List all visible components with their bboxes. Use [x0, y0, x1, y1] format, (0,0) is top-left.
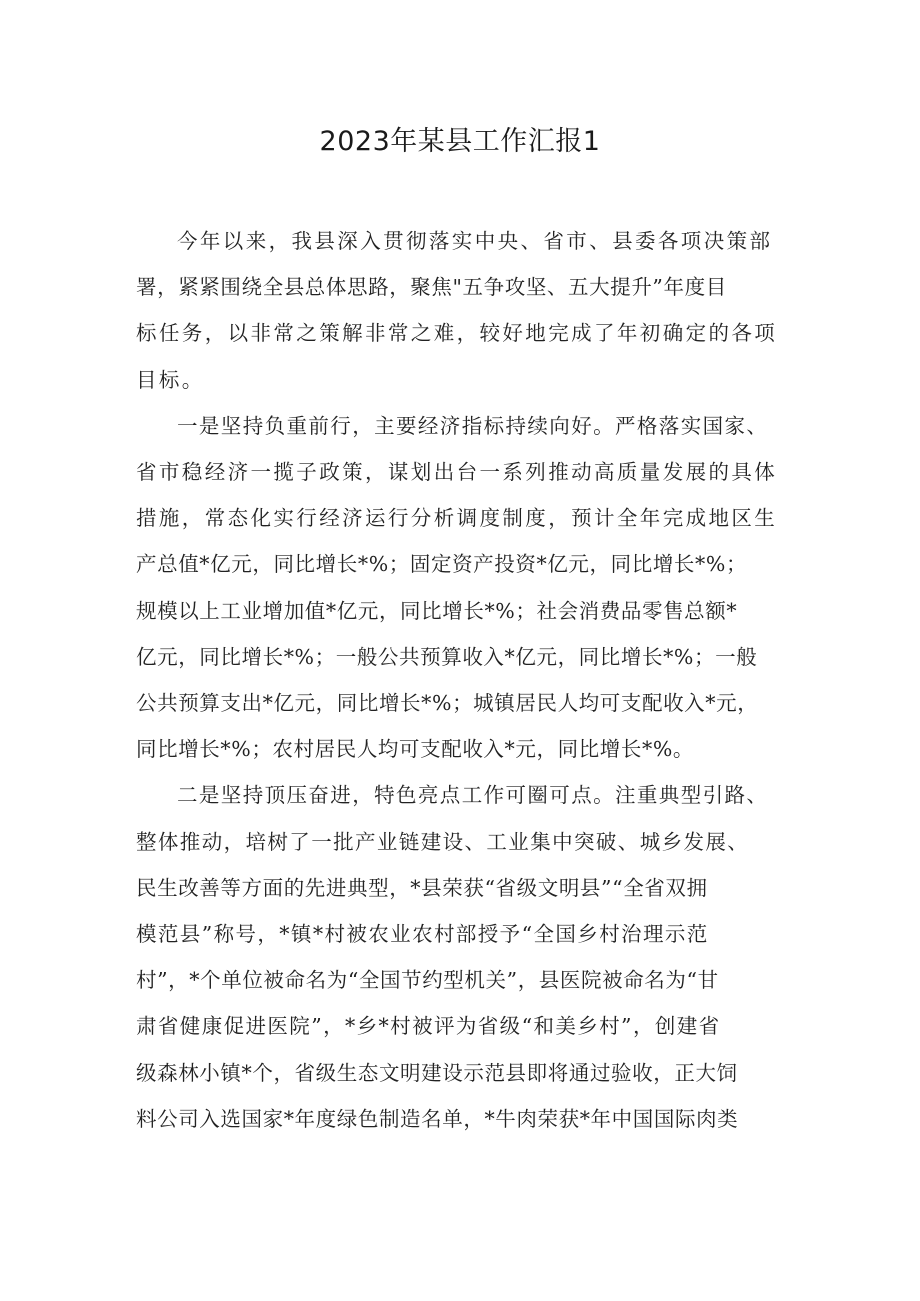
text-line: 亿元，同比增长*%；一般公共预算收入*亿元，同比增长*%；一般	[136, 644, 758, 669]
text-line: 肃省健康促进医院”，*乡*村被评为省级“和美乡村”，创建省	[136, 1014, 721, 1039]
text-line: 今年以来，我县深入贯彻落实中央、省市、县委各项决策部	[177, 229, 773, 253]
text-line: 村”，*个单位被命名为“全国节约型机关”，县医院被命名为“甘	[136, 968, 719, 993]
text-line: 规模以上工业增加值*亿元，同比增长*%；社会消费品零售总额*	[136, 598, 738, 623]
text-line: 民生改善等方面的先进典型，*县荣获“省级文明县”“全省双拥	[136, 875, 708, 900]
text-line: 整体推动，培树了一批产业链建设、工业集中突破、城乡发展、	[136, 829, 750, 854]
document-body	[136, 218, 796, 1142]
text-line: 公共预算支出*亿元，同比增长*%；城镇居民人均可支配收入*元，	[136, 691, 759, 716]
text-line: 产总值*亿元，同比增长*%；固定资产投资*亿元，同比增长*%；	[136, 552, 748, 577]
paragraph-highlights	[136, 772, 796, 1142]
text-line: 料公司入选国家*年度绿色制造名单，*牛肉荣获*年中国国际肉类	[136, 1106, 739, 1131]
paragraph-intro	[136, 218, 796, 403]
text-line: 署，紧紧围绕全县总体思路，聚焦"五争攻坚、五大提升”年度目	[136, 275, 727, 300]
text-line: 同比增长*%；农村居民人均可支配收入*元，同比增长*%。	[136, 737, 695, 762]
paragraph-economy	[136, 403, 796, 773]
text-line: 目标。	[136, 367, 205, 392]
text-line: 一是坚持负重前行，主要经济指标持续向好。严格落实国家、	[177, 413, 769, 438]
document-title: 2023年某县工作汇报1	[319, 126, 601, 157]
text-line: 省市稳经济一揽子政策，谋划出台一系列推动高质量发展的具体	[136, 460, 778, 485]
text-line: 模范县”称号，*镇*村被农业农村部授予“全国乡村治理示范	[136, 922, 709, 947]
text-line: 二是坚持顶压奋进，特色亮点工作可圈可点。注重典型引路、	[177, 783, 769, 808]
text-line: 措施，常态化实行经济运行分析调度制度，预计全年完成地区生	[136, 506, 778, 531]
text-line: 标任务，以非常之策解非常之难，较好地完成了年初确定的各项	[136, 321, 778, 346]
text-line: 级森林小镇*个，省级生态文明建设示范县即将通过验收，正大饲	[136, 1060, 738, 1085]
